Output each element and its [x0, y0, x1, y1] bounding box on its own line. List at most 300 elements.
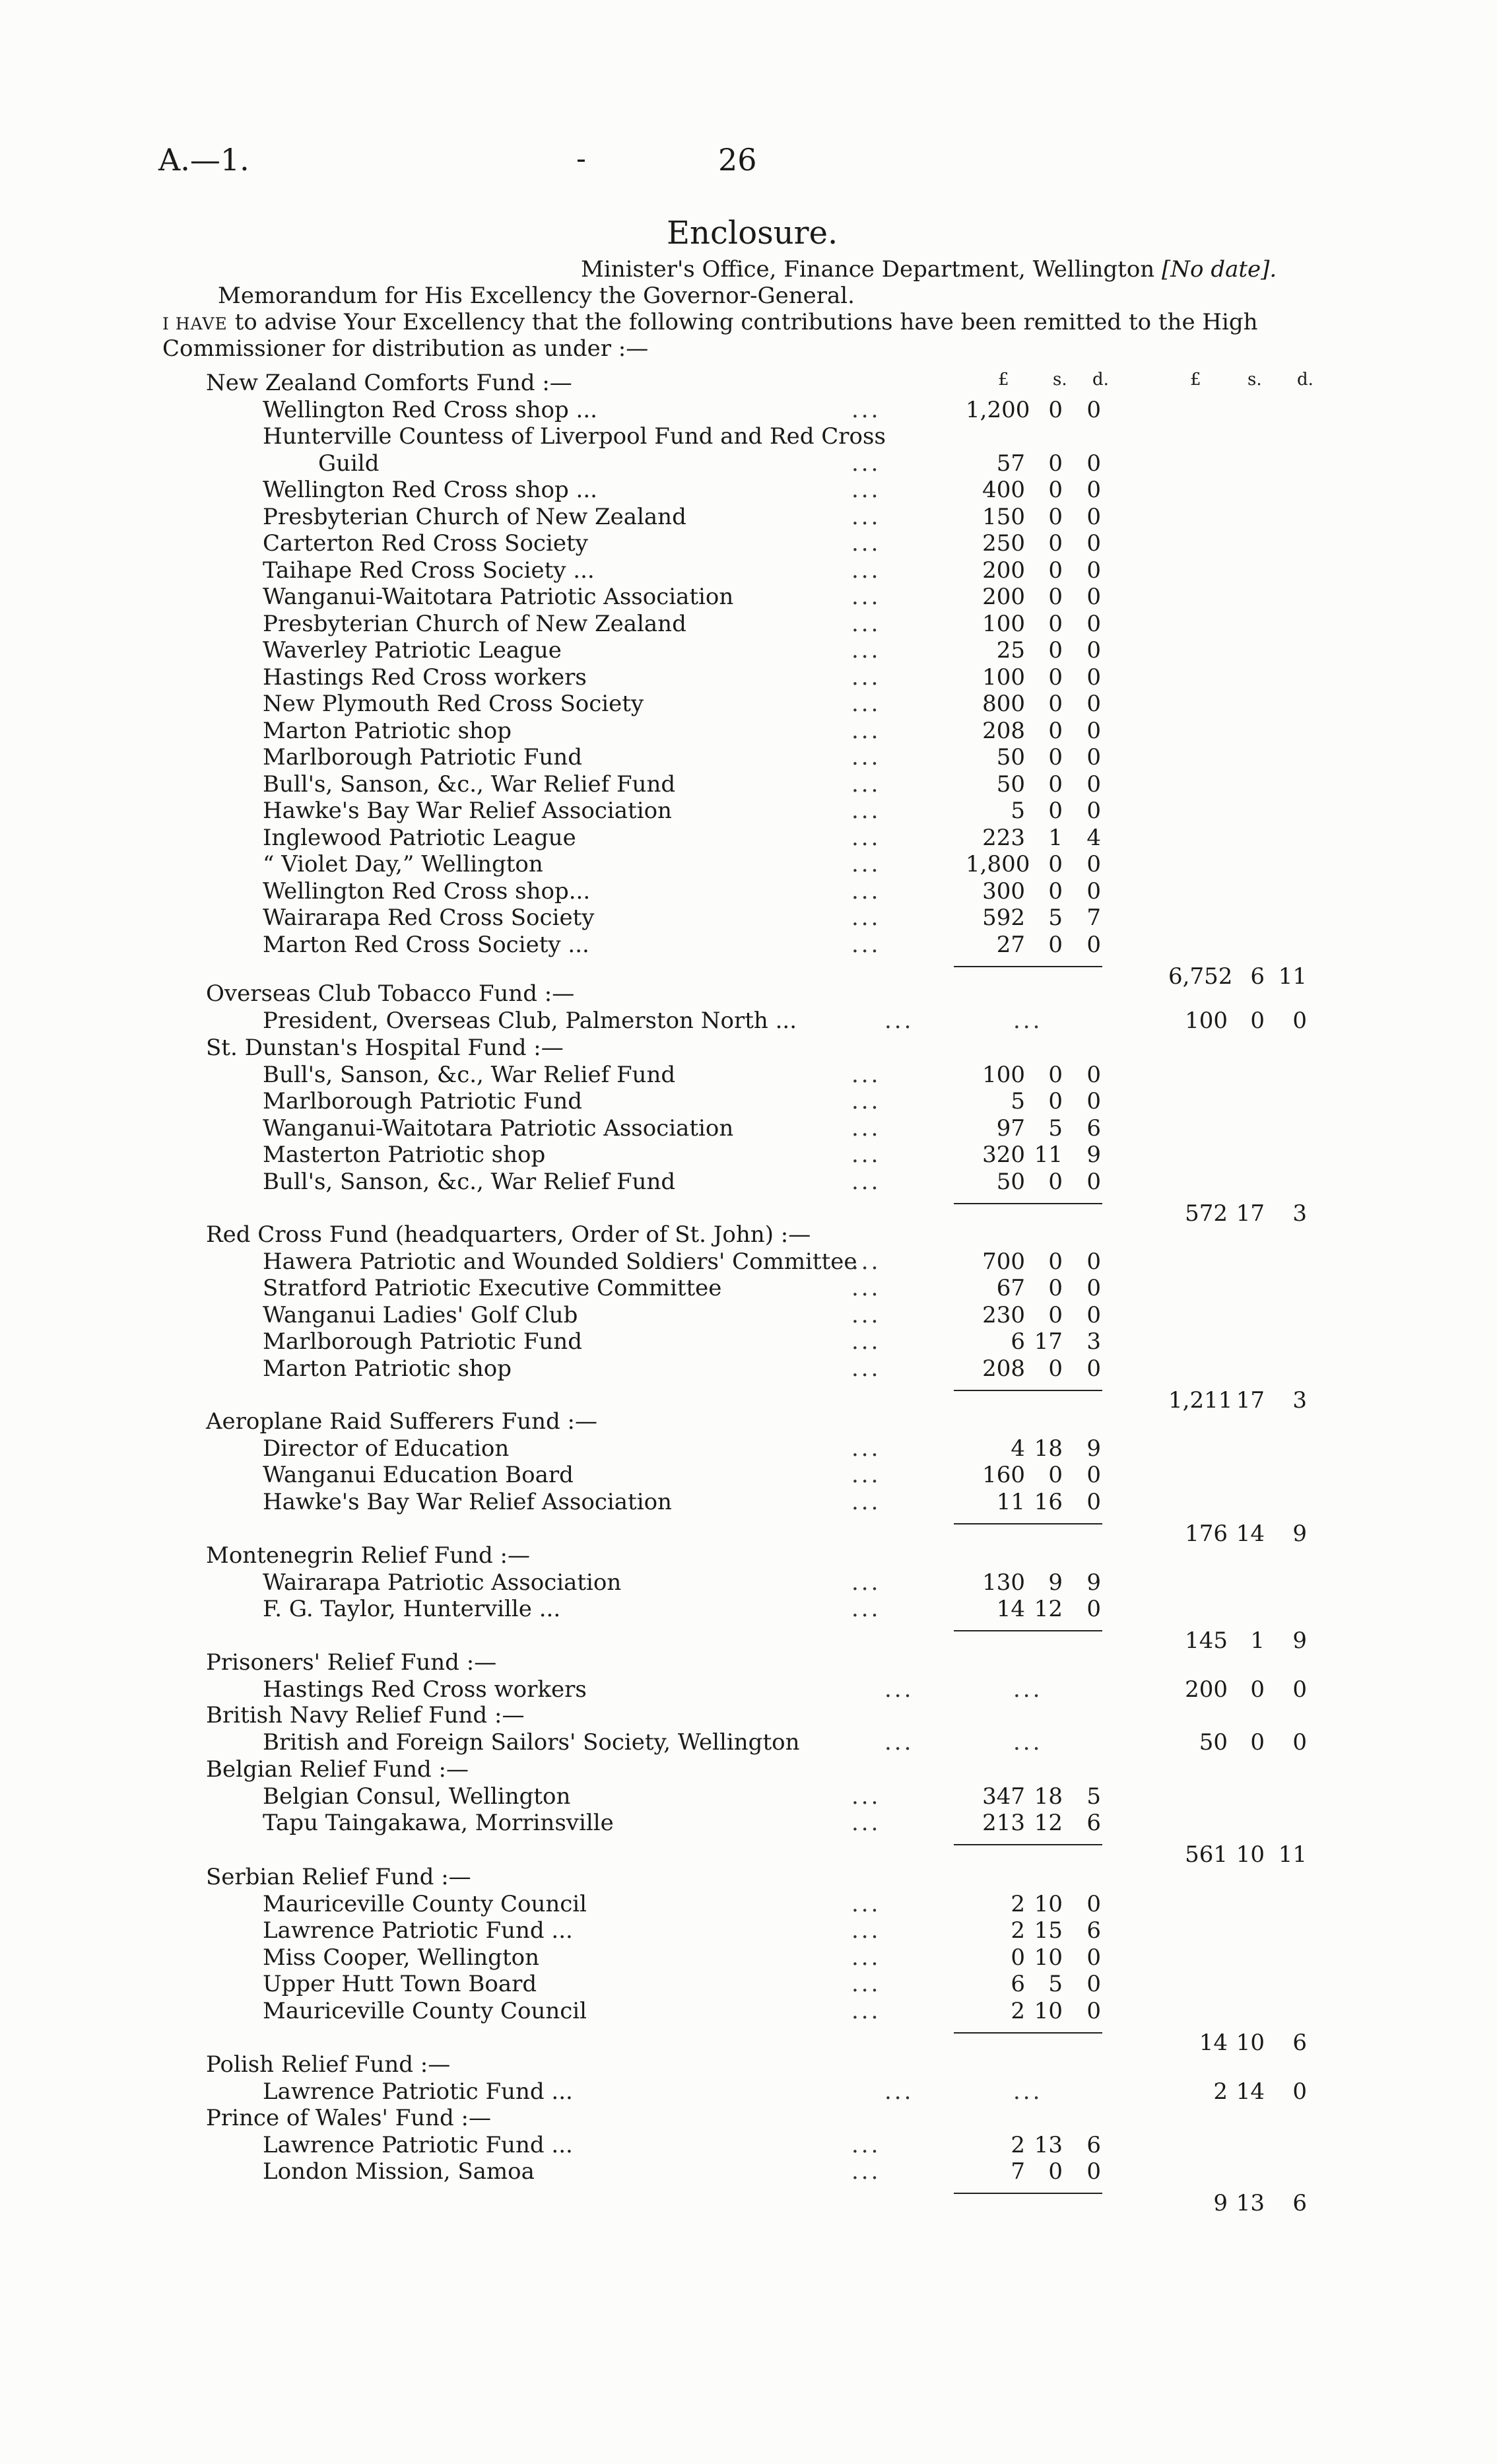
amount-pounds: 6: [1011, 1328, 1025, 1355]
leader-dots: ...: [851, 1168, 881, 1195]
amount-pounds: 7: [1011, 2158, 1025, 2185]
amount-pence: 0: [1086, 691, 1101, 717]
contribution-label: Wairarapa Patriotic Association: [263, 1569, 622, 1596]
no-date: [No date].: [1162, 256, 1277, 283]
leader-dots: ...: [851, 1301, 881, 1328]
contribution-label: “ Violet Day,” Wellington: [263, 851, 543, 877]
total-pence: 6: [1292, 2029, 1307, 2056]
amount-shillings: 0: [1048, 1248, 1063, 1275]
total-shillings: 13: [1236, 2190, 1265, 2216]
total-pounds: 200: [1185, 1676, 1228, 1703]
office-line: [581, 256, 1277, 283]
amount-shillings: 11: [1034, 1142, 1063, 1168]
amount-pence: 0: [1086, 1355, 1101, 1382]
amount-shillings: 9: [1048, 1569, 1063, 1596]
leader-dots: ...: [851, 557, 881, 584]
col-header-total-shillings: s.: [1248, 370, 1262, 390]
amount-pounds: 2: [1011, 2131, 1025, 2158]
amount-pounds: 25: [996, 637, 1025, 664]
amount-shillings: 0: [1048, 610, 1063, 637]
contribution-label: Mauriceville County Council: [263, 1890, 587, 1917]
total-pence: 0: [1292, 1007, 1307, 1034]
amount-pounds: 223: [982, 824, 1025, 851]
amount-pounds: 592: [982, 905, 1025, 931]
leader-dots: ...: [851, 1997, 881, 2024]
contribution-label: Marlborough Patriotic Fund: [263, 1088, 582, 1114]
amount-shillings: 0: [1048, 2158, 1063, 2185]
amount-pence: 0: [1086, 584, 1101, 610]
fund-heading: Prince of Wales' Fund :—: [206, 2105, 492, 2131]
leader-dots: ...: [851, 877, 881, 905]
amount-shillings: 5: [1048, 1971, 1063, 1997]
page-title: Enclosure.: [667, 215, 838, 252]
amount-shillings: 0: [1048, 637, 1063, 664]
amount-shillings: 1: [1048, 824, 1063, 851]
amount-pounds: 50: [996, 770, 1025, 798]
total-pounds: 6,752: [1168, 963, 1233, 990]
leader-dots: ...: [884, 1676, 914, 1703]
amount-pounds: 2: [1011, 1917, 1025, 1944]
col-header-pence: d.: [1092, 370, 1109, 390]
total-pence: 9: [1292, 1627, 1307, 1654]
amount-shillings: 12: [1034, 1596, 1063, 1622]
leader-dots: ...: [851, 1917, 881, 1944]
amount-pounds: 11: [996, 1488, 1025, 1515]
amount-pence: 0: [1086, 1168, 1101, 1195]
fund-heading: Serbian Relief Fund :—: [206, 1864, 471, 1890]
amount-pounds: 320: [982, 1142, 1025, 1168]
header-dash: -: [576, 142, 586, 176]
col-header-pounds: £: [998, 370, 1009, 390]
amount-pounds: 50: [996, 744, 1025, 770]
amount-pence: 4: [1086, 824, 1101, 851]
contribution-label: Upper Hutt Town Board: [263, 1971, 537, 1997]
leader-dots: ...: [851, 931, 881, 958]
amount-pounds: 230: [982, 1301, 1025, 1328]
amount-pence: 9: [1086, 1142, 1101, 1168]
subtotal-rule: [954, 2032, 1102, 2034]
amount-pence: 6: [1086, 1810, 1101, 1836]
amount-pence: 5: [1086, 1783, 1101, 1810]
amount-shillings: 0: [1048, 1355, 1063, 1382]
total-pounds: 561: [1185, 1841, 1228, 1868]
contribution-label: Marlborough Patriotic Fund: [263, 744, 582, 770]
amount-pence: 6: [1086, 1917, 1101, 1944]
amount-pence: 0: [1086, 1301, 1101, 1328]
amount-pounds: 50: [996, 1168, 1025, 1195]
contribution-label: Wellington Red Cross shop...: [263, 877, 591, 905]
amount-pence: 0: [1086, 877, 1101, 905]
leader-dots: ...: [851, 1114, 881, 1142]
leader-dots: ...: [851, 1810, 881, 1836]
amount-shillings: 0: [1048, 744, 1063, 770]
contribution-label: Hawera Patriotic and Wounded Soldiers' Committee: [263, 1248, 857, 1275]
total-pence: 11: [1278, 1841, 1307, 1868]
amount-pounds: 5: [1011, 1088, 1025, 1114]
total-shillings: 1: [1250, 1627, 1265, 1654]
leader-dots: ...: [851, 798, 881, 824]
amount-pence: 0: [1086, 530, 1101, 557]
fund-heading: Aeroplane Raid Sufferers Fund :—: [206, 1408, 597, 1435]
amount-shillings: 0: [1048, 584, 1063, 610]
amount-pounds: 100: [982, 610, 1025, 637]
amount-pence: 7: [1086, 905, 1101, 931]
amount-pounds: 150: [982, 503, 1025, 530]
memo-line: Memorandum for His Excellency the Governor-General.: [218, 283, 855, 309]
intro-line-2: Commissioner for distribution as under :—: [162, 335, 649, 362]
amount-pence: 0: [1086, 610, 1101, 637]
leader-dots: ...: [851, 637, 881, 664]
total-pounds: 176: [1185, 1520, 1228, 1547]
contribution-label: Masterton Patriotic shop: [263, 1142, 546, 1168]
total-pence: 0: [1292, 2078, 1307, 2105]
leader-dots: ...: [851, 1596, 881, 1622]
amount-shillings: 0: [1048, 798, 1063, 824]
amount-pounds: 6: [1011, 1971, 1025, 1997]
leader-dots: ...: [851, 664, 881, 691]
leader-dots: ...: [1013, 2078, 1043, 2105]
amount-pounds: 130: [982, 1569, 1025, 1596]
contribution-label: Marlborough Patriotic Fund: [263, 1328, 582, 1355]
amount-shillings: 16: [1034, 1488, 1063, 1515]
leader-dots: ...: [851, 1462, 881, 1488]
amount-pounds: 347: [982, 1783, 1025, 1810]
total-pence: 9: [1292, 1520, 1307, 1547]
leader-dots: ...: [851, 1435, 881, 1462]
contribution-label: Presbyterian Church of New Zealand: [263, 610, 686, 637]
amount-pounds: 213: [982, 1810, 1025, 1836]
office-text: Minister's Office, Finance Department, Wellington: [581, 256, 1155, 283]
subtotal-rule: [954, 1203, 1102, 1204]
amount-shillings: 15: [1034, 1917, 1063, 1944]
amount-pence: 0: [1086, 664, 1101, 691]
fund-heading: Red Cross Fund (headquarters, Order of St. John) :—: [206, 1221, 811, 1248]
contribution-label: Guild: [318, 450, 380, 477]
contribution-label: F. G. Taylor, Hunterville ...: [263, 1596, 561, 1622]
amount-pence: 0: [1086, 770, 1101, 798]
total-pence: 3: [1292, 1200, 1307, 1227]
amount-shillings: 0: [1048, 530, 1063, 557]
contribution-label: Hawke's Bay War Relief Association: [263, 1488, 672, 1515]
contribution-label: Bull's, Sanson, &c., War Relief Fund: [263, 770, 676, 798]
leader-dots: ...: [851, 584, 881, 610]
amount-pence: 0: [1086, 1088, 1101, 1114]
contribution-label: Hastings Red Cross workers: [263, 664, 587, 691]
amount-pounds: 57: [996, 450, 1025, 477]
amount-shillings: 0: [1048, 1061, 1063, 1088]
amount-shillings: 0: [1048, 450, 1063, 477]
total-pence: 0: [1292, 1728, 1307, 1756]
contribution-label: Taihape Red Cross Society ...: [263, 557, 595, 584]
contribution-label: Marton Patriotic shop: [263, 1355, 512, 1382]
leader-dots: ...: [851, 1569, 881, 1596]
amount-shillings: 0: [1048, 851, 1063, 877]
contribution-label: British and Foreign Sailors' Society, Wellington: [263, 1728, 800, 1756]
amount-pounds: 67: [996, 1275, 1025, 1301]
amount-pounds: 400: [982, 477, 1025, 503]
contribution-label: New Plymouth Red Cross Society: [263, 691, 644, 717]
amount-pence: 6: [1086, 2131, 1101, 2158]
contribution-label: Waverley Patriotic League: [263, 637, 562, 664]
amount-pence: 0: [1086, 1248, 1101, 1275]
leader-dots: ...: [851, 610, 881, 637]
amount-shillings: 0: [1048, 691, 1063, 717]
total-shillings: 10: [1236, 1841, 1265, 1868]
leader-dots: ...: [851, 905, 881, 931]
contribution-label: Lawrence Patriotic Fund ...: [263, 1917, 573, 1944]
subtotal-rule: [954, 1630, 1102, 1631]
amount-shillings: 0: [1048, 557, 1063, 584]
amount-pounds: 0: [1011, 1944, 1025, 1971]
amount-shillings: 0: [1048, 1168, 1063, 1195]
intro-line-1: [162, 309, 1258, 335]
intro-small-caps: I HAVE: [162, 314, 228, 333]
amount-shillings: 0: [1048, 477, 1063, 503]
amount-pounds: 1,800: [966, 851, 1030, 877]
amount-pounds: 100: [982, 664, 1025, 691]
amount-shillings: 5: [1048, 905, 1063, 931]
amount-pence: 0: [1086, 744, 1101, 770]
leader-dots: ...: [851, 691, 881, 717]
amount-shillings: 5: [1048, 1114, 1063, 1142]
amount-shillings: 0: [1048, 1275, 1063, 1301]
leader-dots: ...: [884, 1007, 914, 1034]
leader-dots: ...: [851, 1971, 881, 1997]
amount-shillings: 13: [1034, 2131, 1063, 2158]
leader-dots: ...: [851, 2131, 881, 2158]
amount-pence: 0: [1086, 717, 1101, 744]
amount-shillings: 0: [1048, 931, 1063, 958]
fund-heading: Polish Relief Fund :—: [206, 2051, 451, 2078]
leader-dots: ...: [851, 1488, 881, 1515]
amount-pence: 0: [1086, 1890, 1101, 1917]
fund-heading: Prisoners' Relief Fund :—: [206, 1649, 497, 1676]
amount-pence: 0: [1086, 1997, 1101, 2024]
total-shillings: 0: [1250, 1728, 1265, 1756]
leader-dots: ...: [851, 851, 881, 877]
leader-dots: ...: [851, 1328, 881, 1355]
amount-pounds: 700: [982, 1248, 1025, 1275]
amount-pounds: 208: [982, 717, 1025, 744]
subtotal-rule: [954, 1523, 1102, 1524]
amount-pence: 0: [1086, 1944, 1101, 1971]
contribution-label: Lawrence Patriotic Fund ...: [263, 2131, 573, 2158]
leader-dots: ...: [884, 2078, 914, 2105]
total-pounds: 9: [1213, 2190, 1228, 2216]
fund-heading: Overseas Club Tobacco Fund :—: [206, 980, 575, 1007]
contribution-label: Hastings Red Cross workers: [263, 1676, 587, 1703]
contribution-label: President, Overseas Club, Palmerston North ...: [263, 1007, 797, 1034]
total-pounds: 572: [1185, 1200, 1228, 1227]
total-pounds: 2: [1213, 2078, 1228, 2105]
amount-shillings: 0: [1048, 396, 1063, 423]
total-pence: 6: [1292, 2190, 1307, 2216]
fund-heading: Montenegrin Relief Fund :—: [206, 1542, 530, 1569]
leader-dots: ...: [851, 717, 881, 744]
contribution-label: Bull's, Sanson, &c., War Relief Fund: [263, 1061, 676, 1088]
total-shillings: 17: [1236, 1200, 1265, 1227]
amount-pence: 0: [1086, 396, 1101, 423]
amount-pence: 0: [1086, 1971, 1101, 1997]
amount-pounds: 300: [982, 877, 1025, 905]
contribution-label: Tapu Taingakawa, Morrinsville: [263, 1810, 614, 1836]
total-pounds: 1,211: [1168, 1386, 1233, 1414]
amount-pounds: 14: [996, 1596, 1025, 1622]
amount-pounds: 27: [996, 931, 1025, 958]
total-shillings: 6: [1250, 963, 1265, 990]
col-header-total-pence: d.: [1297, 370, 1314, 390]
contribution-label: Hawke's Bay War Relief Association: [263, 798, 672, 824]
intro-line-1-text: to advise Your Excellency that the following contributions have been remitted to the High: [234, 309, 1258, 335]
document-reference: A.—1.: [158, 142, 249, 178]
amount-pence: 0: [1086, 1488, 1101, 1515]
amount-shillings: 0: [1048, 1301, 1063, 1328]
leader-dots: ...: [851, 477, 881, 503]
total-shillings: 14: [1236, 1520, 1265, 1547]
amount-pence: 0: [1086, 2158, 1101, 2185]
amount-pounds: 100: [982, 1061, 1025, 1088]
contribution-label: Marton Patriotic shop: [263, 717, 512, 744]
amount-pounds: 160: [982, 1462, 1025, 1488]
amount-pounds: 2: [1011, 1997, 1025, 2024]
amount-pounds: 97: [996, 1114, 1025, 1142]
amount-pounds: 200: [982, 584, 1025, 610]
total-pounds: 145: [1185, 1627, 1228, 1654]
amount-pence: 0: [1086, 1061, 1101, 1088]
leader-dots: ...: [1013, 1676, 1043, 1703]
total-pence: 0: [1292, 1676, 1307, 1703]
amount-shillings: 10: [1034, 1890, 1063, 1917]
contribution-label: Carterton Red Cross Society: [263, 530, 588, 557]
amount-shillings: 0: [1048, 717, 1063, 744]
leader-dots: ...: [851, 1248, 881, 1275]
amount-shillings: 0: [1048, 877, 1063, 905]
subtotal-rule: [954, 1844, 1102, 1845]
leader-dots: ...: [851, 503, 881, 530]
leader-dots: ...: [851, 396, 881, 423]
contribution-label: Stratford Patriotic Executive Committee: [263, 1275, 722, 1301]
amount-pounds: 5: [1011, 798, 1025, 824]
leader-dots: ...: [851, 770, 881, 798]
amount-shillings: 10: [1034, 1944, 1063, 1971]
leader-dots: ...: [851, 530, 881, 557]
amount-pence: 0: [1086, 637, 1101, 664]
leader-dots: ...: [851, 1783, 881, 1810]
amount-pence: 0: [1086, 851, 1101, 877]
amount-pounds: 1,200: [966, 396, 1030, 423]
amount-pence: 0: [1086, 477, 1101, 503]
contribution-label: Wanganui-Waitotara Patriotic Association: [263, 1114, 734, 1142]
total-pence: 11: [1278, 963, 1307, 990]
contribution-label: Hunterville Countess of Liverpool Fund and Red Cross: [263, 423, 886, 450]
amount-pence: 6: [1086, 1114, 1101, 1142]
amount-pence: 0: [1086, 798, 1101, 824]
contribution-label: Wanganui-Waitotara Patriotic Association: [263, 584, 734, 610]
contribution-label: Inglewood Patriotic League: [263, 824, 576, 851]
leader-dots: ...: [851, 2158, 881, 2185]
contribution-label: Wellington Red Cross shop ...: [263, 477, 597, 503]
amount-pounds: 208: [982, 1355, 1025, 1382]
contribution-label: Marton Red Cross Society ...: [263, 931, 589, 958]
amount-pounds: 4: [1011, 1435, 1025, 1462]
amount-pence: 9: [1086, 1435, 1101, 1462]
total-pounds: 14: [1199, 2029, 1228, 2056]
amount-pounds: 250: [982, 530, 1025, 557]
amount-shillings: 18: [1034, 1435, 1063, 1462]
leader-dots: ...: [851, 1088, 881, 1114]
amount-pence: 0: [1086, 1596, 1101, 1622]
amount-pence: 0: [1086, 1462, 1101, 1488]
amount-pounds: 2: [1011, 1890, 1025, 1917]
amount-shillings: 0: [1048, 664, 1063, 691]
contribution-label: Wanganui Education Board: [263, 1462, 574, 1488]
fund-heading: New Zealand Comforts Fund :—: [206, 370, 572, 396]
contribution-label: Director of Education: [263, 1435, 510, 1462]
leader-dots: ...: [851, 1355, 881, 1382]
amount-pence: 0: [1086, 1275, 1101, 1301]
leader-dots: ...: [851, 744, 881, 770]
fund-heading: British Navy Relief Fund :—: [206, 1702, 525, 1728]
total-pence: 3: [1292, 1386, 1307, 1414]
total-shillings: 10: [1236, 2029, 1265, 2056]
amount-pence: 0: [1086, 450, 1101, 477]
contribution-label: Wellington Red Cross shop ...: [263, 396, 597, 423]
amount-pence: 0: [1086, 557, 1101, 584]
contribution-label: Presbyterian Church of New Zealand: [263, 503, 686, 530]
leader-dots: ...: [851, 1890, 881, 1917]
leader-dots: ...: [851, 450, 881, 477]
leader-dots: ...: [851, 1142, 881, 1168]
fund-heading: Belgian Relief Fund :—: [206, 1756, 469, 1783]
amount-shillings: 0: [1048, 1088, 1063, 1114]
amount-shillings: 17: [1034, 1328, 1063, 1355]
amount-shillings: 0: [1048, 770, 1063, 798]
total-pounds: 100: [1185, 1007, 1228, 1034]
leader-dots: ...: [851, 1061, 881, 1088]
total-pounds: 50: [1199, 1728, 1228, 1756]
leader-dots: ...: [1013, 1728, 1043, 1756]
amount-pounds: 200: [982, 557, 1025, 584]
amount-pounds: 800: [982, 691, 1025, 717]
col-header-total-pounds: £: [1190, 370, 1201, 390]
amount-pence: 0: [1086, 931, 1101, 958]
leader-dots: ...: [851, 824, 881, 851]
total-shillings: 0: [1250, 1007, 1265, 1034]
fund-heading: St. Dunstan's Hospital Fund :—: [206, 1035, 564, 1061]
amount-pence: 9: [1086, 1569, 1101, 1596]
contribution-label: Wairarapa Red Cross Society: [263, 905, 595, 931]
total-shillings: 17: [1236, 1386, 1265, 1414]
contribution-label: Wanganui Ladies' Golf Club: [263, 1301, 578, 1328]
amount-shillings: 0: [1048, 1462, 1063, 1488]
subtotal-rule: [954, 966, 1102, 967]
subtotal-rule: [954, 1390, 1102, 1391]
page-number: 26: [718, 142, 757, 178]
amount-pence: 3: [1086, 1328, 1101, 1355]
contribution-label: Lawrence Patriotic Fund ...: [263, 2078, 573, 2105]
amount-shillings: 0: [1048, 503, 1063, 530]
contribution-label: London Mission, Samoa: [263, 2158, 535, 2185]
subtotal-rule: [954, 2193, 1102, 2194]
amount-shillings: 12: [1034, 1810, 1063, 1836]
amount-shillings: 10: [1034, 1997, 1063, 2024]
contribution-label: Mauriceville County Council: [263, 1997, 587, 2024]
contribution-label: Miss Cooper, Wellington: [263, 1944, 539, 1971]
amount-shillings: 18: [1034, 1783, 1063, 1810]
contribution-label: Bull's, Sanson, &c., War Relief Fund: [263, 1168, 676, 1195]
contribution-label: Belgian Consul, Wellington: [263, 1783, 571, 1810]
total-shillings: 0: [1250, 1676, 1265, 1703]
